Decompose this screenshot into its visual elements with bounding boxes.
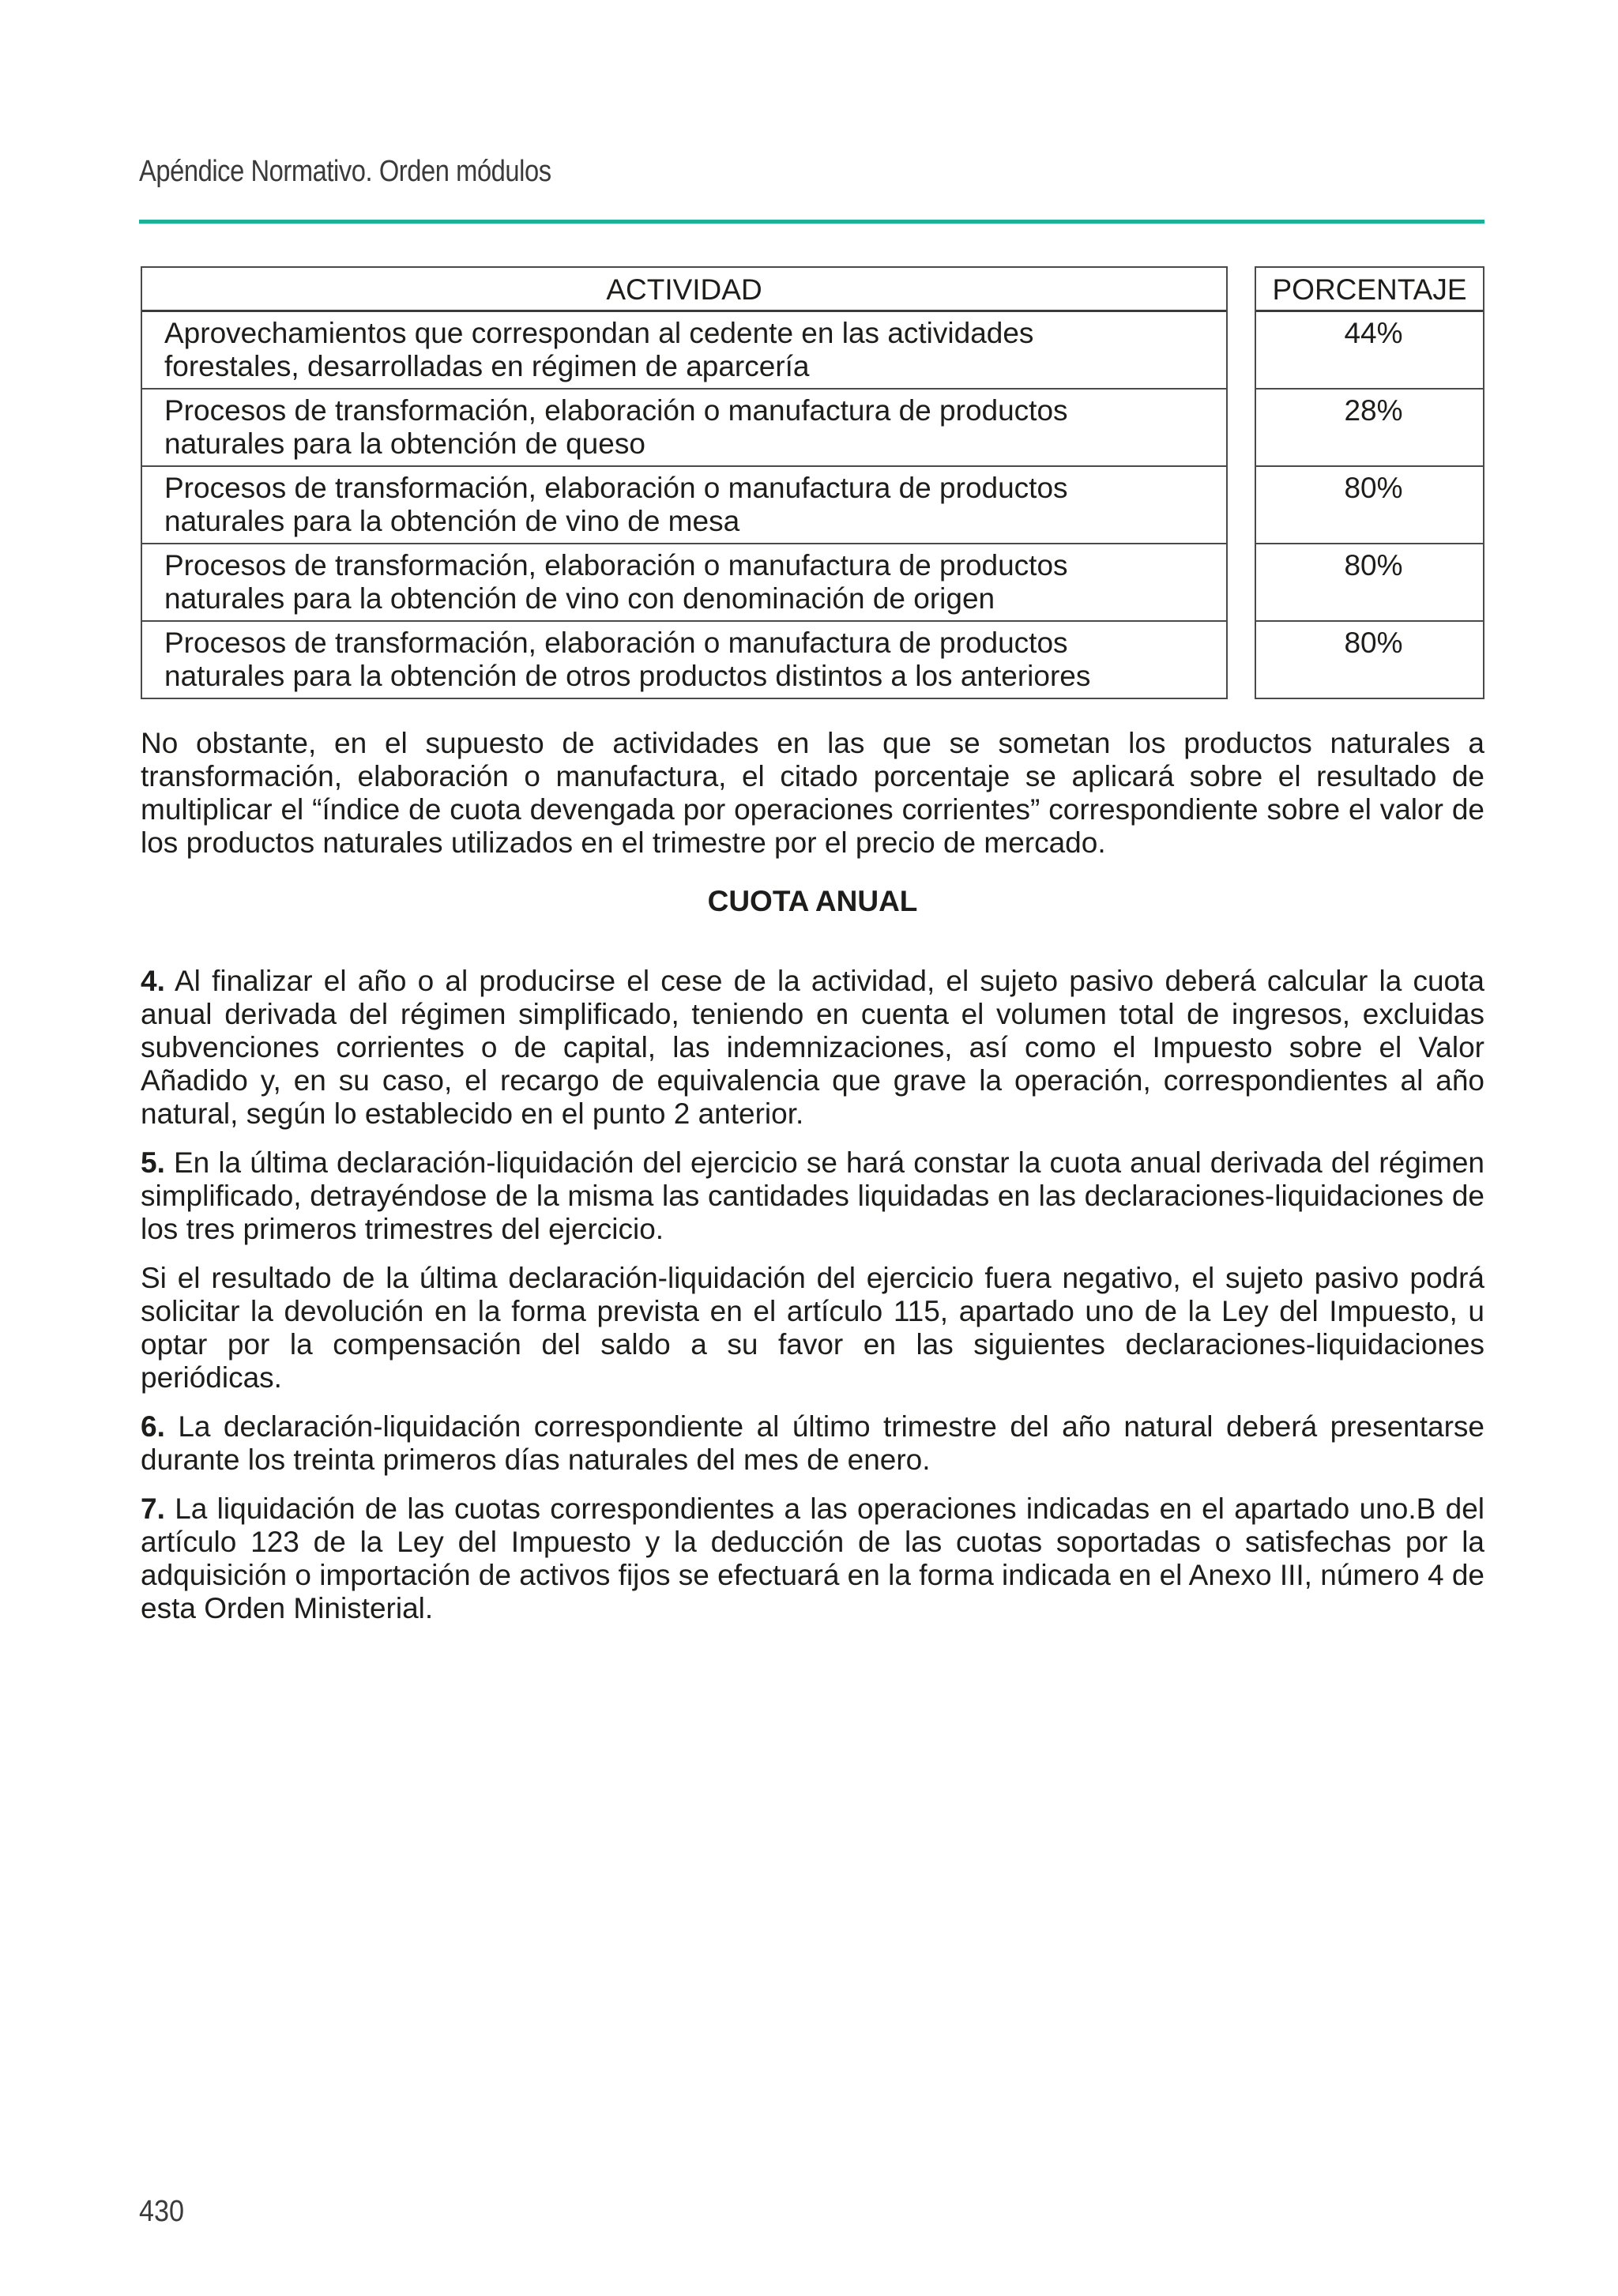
activity-cell-line: Aprovechamientos que correspondan al cedente en las actividades	[164, 317, 1034, 349]
table-row	[142, 622, 1226, 698]
percent-value: 28%	[1344, 394, 1403, 427]
activity-cell-line: naturales para la obtención de vino con denominación de origen	[164, 582, 995, 615]
paragraph-text: Si el resultado de la última declaración-liquidación del ejercicio fuera negativo, el sujeto pasivo podrá solicitar la devolución en la forma prevista en el artículo 115, apartado uno de la Ley del Impuesto, u optar por la compensación del saldo a su favor en las siguientes declaraciones-liquidaciones periódicas.	[141, 1262, 1484, 1394]
activity-cell-line: Procesos de transformación, elaboración o manufactura de productos	[164, 627, 1068, 659]
page-number: 430	[139, 2195, 185, 2228]
activity-cell-line: Procesos de transformación, elaboración o manufactura de productos	[164, 472, 1068, 504]
table-row	[142, 467, 1226, 544]
body-paragraphs	[141, 965, 1484, 1641]
percent-column-header: PORCENTAJE	[1256, 268, 1483, 312]
activity-cell-line: naturales para la obtención de queso	[164, 427, 645, 460]
activity-cell-line: Procesos de transformación, elaboración o manufactura de productos	[164, 394, 1068, 427]
percent-row	[1256, 544, 1483, 622]
paragraph-number: 4.	[141, 965, 165, 997]
table-row	[142, 544, 1226, 622]
paragraph-6	[141, 1410, 1484, 1477]
activity-cell-line: Procesos de transformación, elaboración o manufactura de productos	[164, 549, 1068, 582]
paragraph-5	[141, 1146, 1484, 1246]
table-row	[142, 390, 1226, 467]
percent-value: 80%	[1344, 627, 1403, 659]
paragraph-7	[141, 1492, 1484, 1625]
section-title: CUOTA ANUAL	[707, 885, 918, 917]
percent-row	[1256, 622, 1483, 698]
percent-row	[1256, 312, 1483, 390]
paragraph-number: 6.	[141, 1410, 165, 1443]
activity-cell-line: naturales para la obtención de vino de mesa	[164, 505, 740, 537]
percent-value: 80%	[1344, 549, 1403, 582]
paragraph-number: 5.	[141, 1146, 165, 1179]
activity-cell-line: naturales para la obtención de otros productos distintos a los anteriores	[164, 660, 1091, 692]
header-rule	[139, 220, 1484, 224]
activity-column-header: ACTIVIDAD	[142, 268, 1226, 312]
percent-table	[1255, 266, 1484, 699]
running-header: Apéndice Normativo. Orden módulos	[139, 155, 551, 188]
paragraph-number: 7.	[141, 1492, 165, 1525]
percent-row	[1256, 390, 1483, 467]
percent-row	[1256, 467, 1483, 544]
paragraph-text: La liquidación de las cuotas correspondientes a las operaciones indicadas en el apartado uno.B del artículo 123 de la Ley del Impuesto y la deducción de las cuotas soportadas o satisfechas por la adquisición o importación de activos fijos se efectuará en la forma indicada en el Anexo III, número 4 de esta Orden Ministerial.	[141, 1492, 1484, 1624]
paragraph-text: Al finalizar el año o al producirse el cese de la actividad, el sujeto pasivo deberá calcular la cuota anual derivada del régimen simplificado, teniendo en cuenta el volumen total de ingresos, excluidas subvenciones corrientes o de capital, las indemnizaciones, así como el Impuesto sobre el Valor Añadido y, en su caso, el recargo de equivalencia que grave la operación, correspondientes al año natural, según lo establecido en el punto 2 anterior.	[141, 965, 1484, 1130]
percent-value: 44%	[1344, 317, 1403, 349]
paragraph-text: En la última declaración-liquidación del ejercicio se hará constar la cuota anual derivada del régimen simplificado, detrayéndose de la misma las cantidades liquidadas en las declaraciones-liquidaciones de los tres primeros trimestres del ejercicio.	[141, 1146, 1484, 1245]
percent-value: 80%	[1344, 472, 1403, 504]
paragraph-text: La declaración-liquidación correspondiente al último trimestre del año natural deberá presentarse durante los treinta primeros días naturales del mes de enero.	[141, 1410, 1484, 1476]
paragraph-4	[141, 965, 1484, 1131]
table-row	[142, 312, 1226, 390]
activity-table	[141, 266, 1228, 699]
note-paragraph: No obstante, en el supuesto de actividades en las que se sometan los productos naturales a transformación, elaboración o manufactura, el citado porcentaje se aplicará sobre el resultado de multiplicar el “índice de cuota devengada por operaciones corrientes” correspondiente sobre el valor de los productos naturales utilizados en el trimestre por el precio de mercado.	[141, 727, 1484, 859]
paragraph-5-continuation	[141, 1262, 1484, 1395]
activity-cell-line: forestales, desarrolladas en régimen de aparcería	[164, 350, 810, 382]
note-paragraph-block	[141, 727, 1484, 875]
